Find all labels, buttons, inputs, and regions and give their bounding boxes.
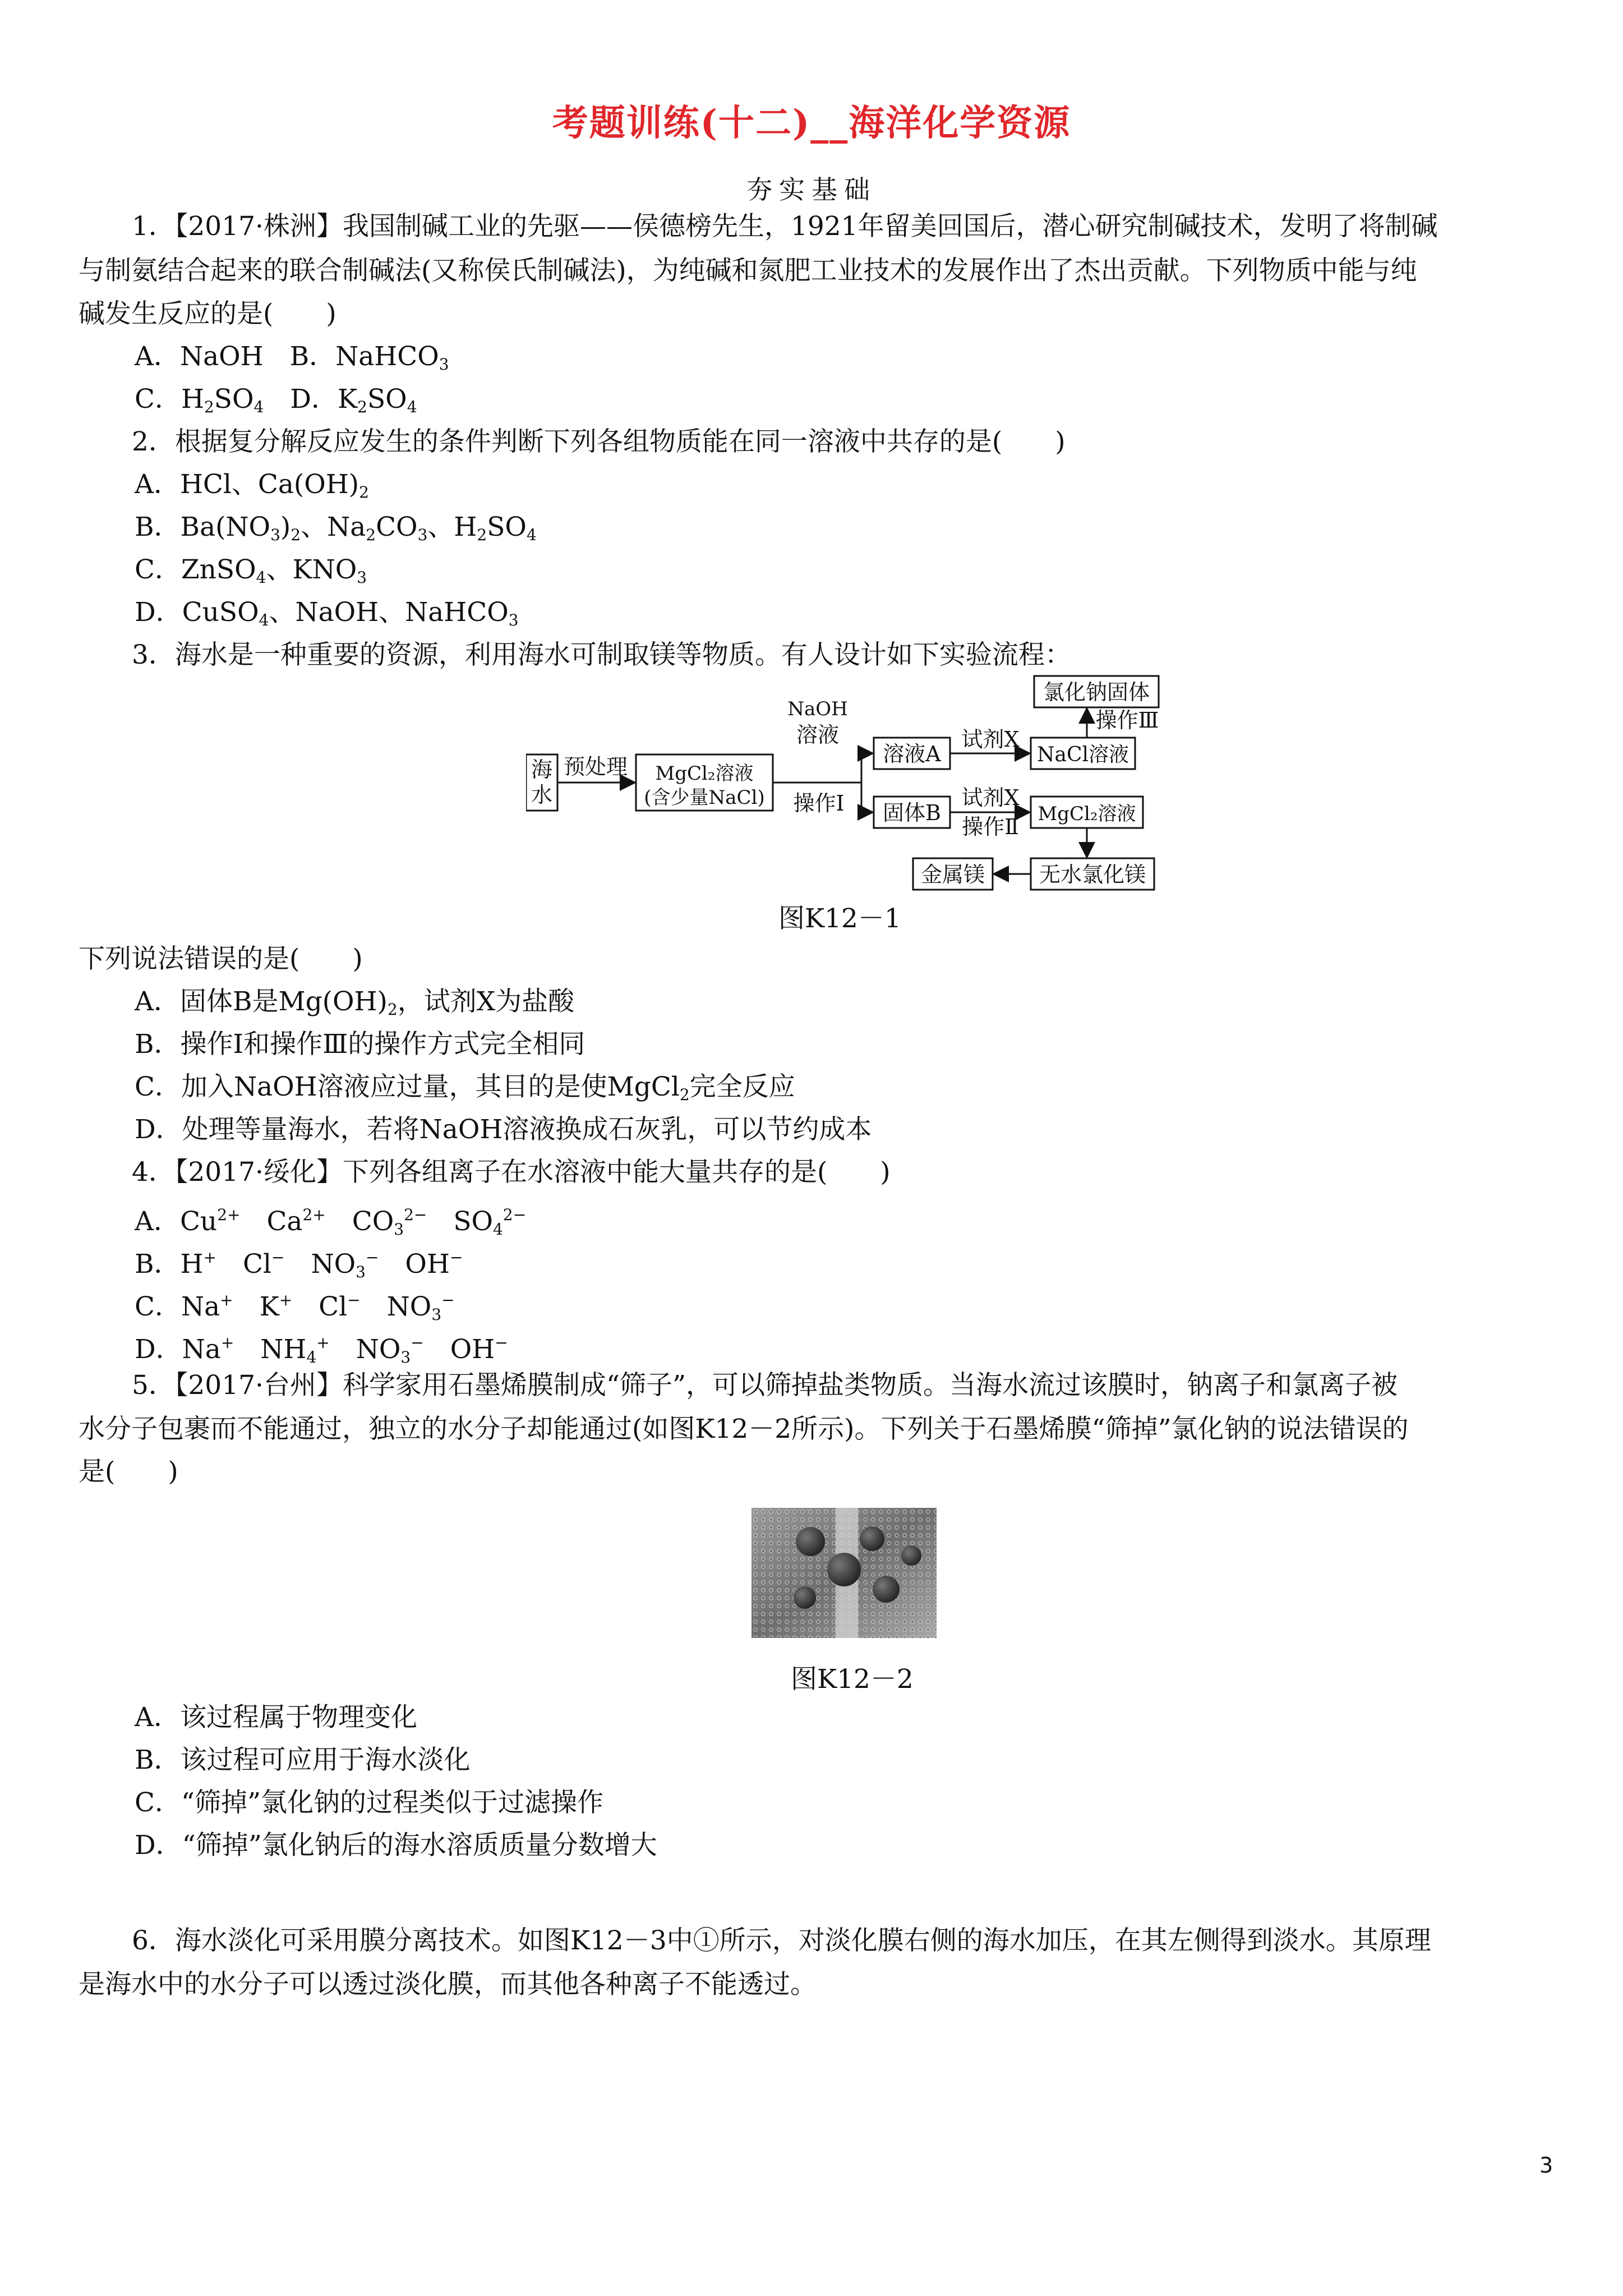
- q5-option-d: D．“筛掉”氯化钠后的海水溶质质量分数增大: [135, 1830, 657, 1861]
- fig2-caption: 图K12－2: [791, 1664, 914, 1695]
- flow-diagram: [526, 665, 1171, 895]
- q6-line2: 是海水中的水分子可以透过淡化膜，而其他各种离子不能透过。: [79, 1969, 817, 2000]
- page-title: 考题训练(十二)__海洋化学资源: [552, 102, 1071, 144]
- q4-option-c: C．Na+ K+ Cl− $NO_3^-$: [135, 1291, 455, 1324]
- flow-metal-mg: 金属镁: [920, 862, 985, 887]
- flow-op2: 操作Ⅱ: [962, 815, 1019, 839]
- q3-stem: 3．海水是一种重要的资源，利用海水可制取镁等物质。有人设计如下实验流程：: [132, 639, 1071, 670]
- q5-option-b: B．该过程可应用于海水淡化: [135, 1745, 471, 1775]
- flow-nacl-solid: 氯化钠固体: [1043, 680, 1150, 705]
- q3-option-d: D．处理等量海水，若将NaOH溶液换成石灰乳，可以节约成本: [135, 1114, 872, 1145]
- flow-seawater-1: 海: [531, 757, 553, 782]
- flow-reagent-x-1: 试剂X: [961, 727, 1020, 752]
- q4-option-a: A．$Cu^{2+}$ $Ca^{2+}$ $CO_3^{2-}$ $SO_4^{2-}$: [135, 1205, 527, 1239]
- flow-op3: 操作Ⅲ: [1095, 708, 1159, 733]
- flow-naoh-2: 溶液: [796, 723, 840, 747]
- q6-line1: 6．海水淡化可采用膜分离技术。如图K12－3中①所示，对淡化膜右侧的海水加压，在其左侧得到淡水。其原理: [132, 1925, 1431, 1956]
- q2-stem: 2．根据复分解反应发生的条件判断下列各组物质能在同一溶液中共存的是( ): [132, 426, 1066, 457]
- q1-line3: 碱发生反应的是( ): [79, 298, 336, 329]
- flow-nacl-solution: NaCl溶液: [1036, 743, 1129, 766]
- q5-option-c: C．“筛掉”氯化钠的过程类似于过滤操作: [135, 1787, 604, 1818]
- q5-line3: 是( ): [79, 1456, 178, 1487]
- q5-option-a: A．该过程属于物理变化: [135, 1702, 417, 1733]
- flow-pretreat: 预处理: [563, 754, 628, 779]
- flow-mgcl2-solution: MgCl₂溶液: [1038, 803, 1136, 825]
- flow-seawater-2: 水: [531, 783, 553, 807]
- flow-mgcl2-top: MgCl₂溶液: [655, 762, 754, 785]
- q3-option-a: A．固体B是$Mg(OH)_2$，试剂X为盐酸: [135, 986, 575, 1019]
- flow-sol-a: 溶液A: [883, 742, 941, 766]
- q2-option-b: B．$Ba(NO_3)_2$、$Na_2CO_3$、$H_2SO_4$: [135, 512, 537, 544]
- flow-solid-b: 固体B: [883, 800, 941, 825]
- q3-option-c: C．加入NaOH溶液应过量，其目的是使MgCl$_2$完全反应: [135, 1071, 795, 1104]
- q2-option-d: D．CuSO$_4$、NaOH、NaHCO$_3$: [135, 597, 519, 629]
- flow-naoh-1: NaOH: [787, 698, 848, 720]
- flow-mgcl2-bottom: (含少量NaCl): [644, 786, 765, 809]
- q2-option-a: A．HCl、$Ca(OH)_2$: [135, 469, 369, 501]
- page-number: 3: [1539, 2153, 1553, 2178]
- graphene-membrane-image: [751, 1508, 937, 1638]
- q4-option-b: B．H+ Cl− $NO_3^-$ OH−: [135, 1248, 463, 1281]
- q5-line2: 水分子包裹而不能通过，独立的水分子却能通过(如图K12－2所示)。下列关于石墨烯膜“筛掉”氯化钠的说法错误的: [79, 1414, 1409, 1444]
- flow-op1: 操作Ⅰ: [793, 791, 845, 816]
- q1-option-ab: A．NaOH B．NaHCO$_3$: [135, 341, 449, 374]
- q3-ask: 下列说法错误的是( ): [79, 944, 363, 974]
- q1-option-cd: C．$H_2SO_4$ D．$K_2SO_4$: [135, 384, 417, 416]
- fig1-caption: 图K12－1: [778, 903, 901, 934]
- q5-line1: 5．【2017·台州】科学家用石墨烯膜制成“筛子”，可以筛掉盐类物质。当海水流过该膜时，钠离子和氯离子被: [132, 1370, 1398, 1401]
- q3-option-b: B．操作Ⅰ和操作Ⅲ的操作方式完全相同: [135, 1029, 585, 1060]
- q1-line1: 1．【2017·株洲】我国制碱工业的先驱——侯德榜先生，1921年留美回国后，潜心研究制碱技术，发明了将制碱: [132, 211, 1438, 242]
- section-heading: 夯实基础: [746, 174, 877, 205]
- q4-option-d: D．Na+ $NH_4^+$ $NO_3^-$ OH−: [135, 1333, 508, 1366]
- q2-option-c: C．ZnSO$_4$、$KNO_3$: [135, 554, 367, 587]
- flow-reagent-x-2: 试剂X: [961, 785, 1020, 810]
- q1-line2: 与制氨结合起来的联合制碱法(又称侯氏制碱法)，为纯碱和氮肥工业技术的发展作出了杰出贡献。下列物质中能与纯: [79, 255, 1417, 286]
- q4-stem: 4．【2017·绥化】下列各组离子在水溶液中能大量共存的是( ): [132, 1157, 891, 1188]
- flow-anhydrous-mgcl2: 无水氯化镁: [1039, 862, 1146, 887]
